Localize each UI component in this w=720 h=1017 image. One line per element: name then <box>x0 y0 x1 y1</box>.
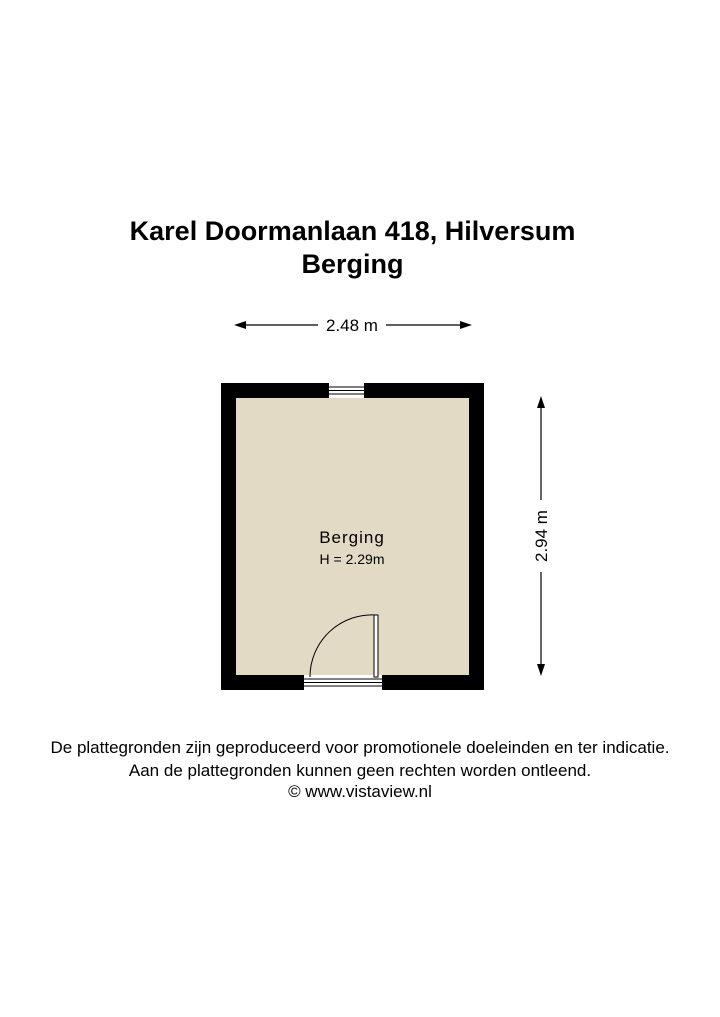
width-dimension-label: 2.48 m <box>326 316 378 335</box>
top-window <box>328 383 365 398</box>
disclaimer-line-1: De plattegronden zijn geproduceerd voor promotionele doeleinden en ter indicatie. <box>50 738 670 757</box>
disclaimer-line-2: Aan de plattegronden kunnen geen rechten worden ontleend. <box>128 761 592 780</box>
width-dimension <box>234 316 472 335</box>
depth-dimension <box>532 396 551 676</box>
plan-floor-title: Berging <box>301 249 404 279</box>
plan-address-title: Karel Doormanlaan 418, Hilversum <box>129 216 576 246</box>
door-leaf <box>374 615 378 677</box>
bottom-door-frame <box>303 675 383 690</box>
depth-arrow-up-icon <box>537 396 545 408</box>
depth-arrow-down-icon <box>537 664 545 676</box>
width-arrow-left-icon <box>234 321 246 329</box>
depth-dimension-label: 2.94 m <box>532 510 551 562</box>
room-height-label: H = 2.29m <box>319 551 385 567</box>
copyright-line: © www.vistaview.nl <box>288 782 432 801</box>
width-arrow-right-icon <box>460 321 472 329</box>
room-name-label: Berging <box>319 528 385 547</box>
